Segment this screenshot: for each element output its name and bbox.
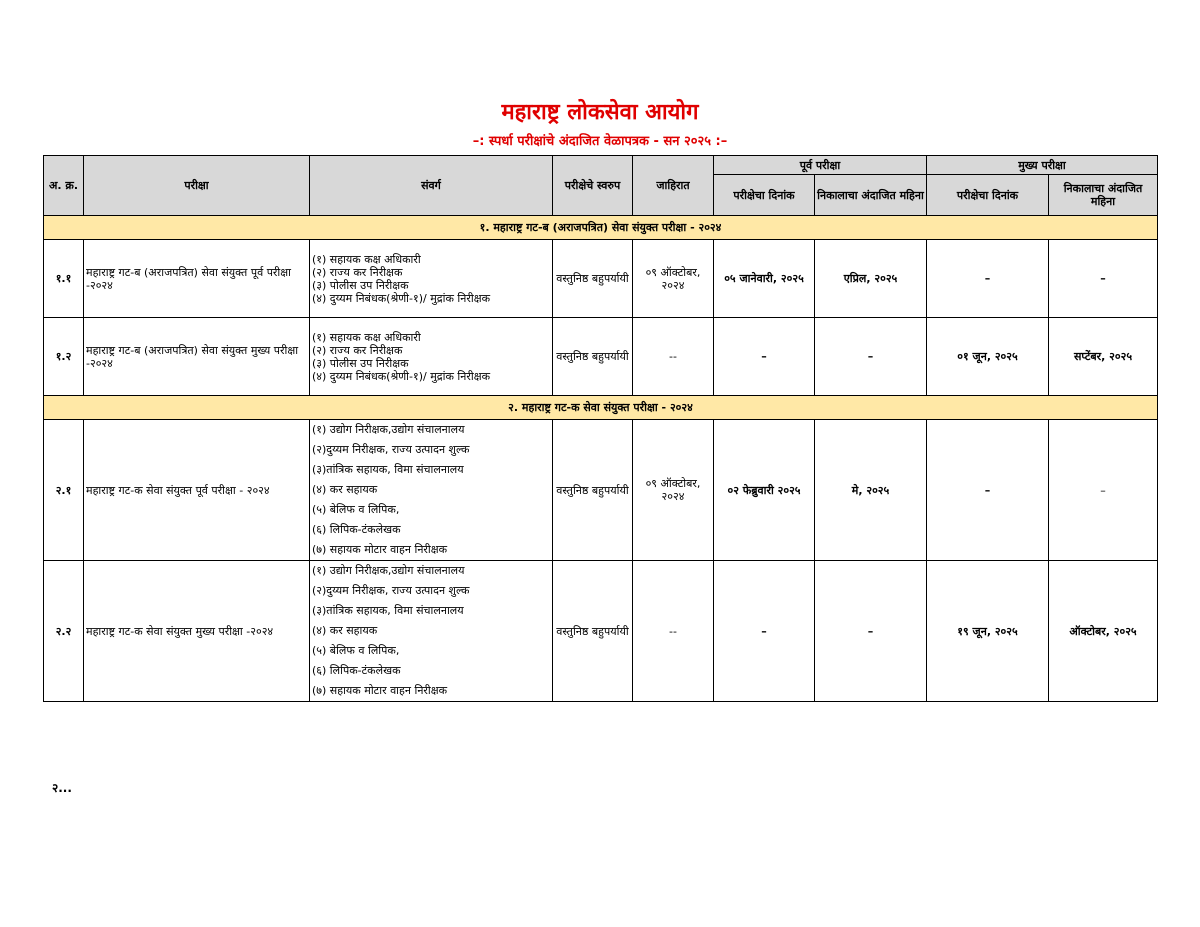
cell-exam: महाराष्ट्र गट-ब (अराजपत्रित) सेवा संयुक्त पूर्व परीक्षा -२०२४ <box>84 240 310 318</box>
header-main-group: मुख्य परीक्षा <box>927 156 1158 175</box>
post-item: (१) उद्योग निरीक्षक,उद्योग संचालनालय <box>312 423 465 436</box>
cell-format: वस्तुनिष्ठ बहुपर्यायी <box>553 240 633 318</box>
post-item: (७) सहायक मोटार वाहन निरीक्षक <box>312 684 448 697</box>
post-item: (४) दुय्यम निबंधक(श्रेणी-१)/ मुद्रांक निरीक्षक <box>312 291 491 305</box>
header-main-date: परीक्षेचा दिनांक <box>927 175 1049 216</box>
cell-prelim-date: ०५ जानेवारी, २०२५ <box>714 240 815 318</box>
header-serial: अ. क्र. <box>44 156 84 216</box>
cell-main-result: सप्टेंबर, २०२५ <box>1049 318 1158 396</box>
cell-posts <box>310 240 553 318</box>
header-format: परीक्षेचे स्वरुप <box>553 156 633 216</box>
post-item: (५) बेलिफ व लिपिक, <box>312 644 400 657</box>
cell-serial: १.२ <box>44 318 84 396</box>
post-item: (४) कर सहायक <box>312 624 378 637</box>
page-continuation-note: २... <box>52 781 72 795</box>
cell-format: वस्तुनिष्ठ बहुपर्यायी <box>553 318 633 396</box>
cell-prelim-date: ०२ फेब्रुवारी २०२५ <box>714 420 815 561</box>
cell-serial: २.१ <box>44 420 84 561</box>
header-prelim-date: परीक्षेचा दिनांक <box>714 175 815 216</box>
post-item: (१) सहायक कक्ष अधिकारी <box>312 252 421 266</box>
post-item: (३)तांत्रिक सहायक, विमा संचालनालय <box>312 463 464 476</box>
cell-advertisement: ०९ ऑक्टोबर, २०२४ <box>633 420 714 561</box>
cell-main-date: १९ जून, २०२५ <box>927 561 1049 702</box>
header-main-result: निकालाचा अंदाजित महिना <box>1049 175 1158 216</box>
post-item: (७) सहायक मोटार वाहन निरीक्षक <box>312 543 448 556</box>
exam-schedule-table <box>43 155 1158 702</box>
table-row <box>44 240 1158 318</box>
cell-exam: महाराष्ट्र गट-ब (अराजपत्रित) सेवा संयुक्त मुख्य परीक्षा -२०२४ <box>84 318 310 396</box>
page-title: महाराष्ट्र लोकसेवा आयोग <box>501 100 699 125</box>
section-header-row <box>44 396 1158 420</box>
post-item: (४) दुय्यम निबंधक(श्रेणी-१)/ मुद्रांक निरीक्षक <box>312 369 491 383</box>
cell-serial: १.१ <box>44 240 84 318</box>
header-cadre: संवर्ग <box>310 156 553 216</box>
post-item: (३) पोलीस उप निरीक्षक <box>312 278 409 292</box>
cell-serial: २.२ <box>44 561 84 702</box>
cell-advertisement: -- <box>633 561 714 702</box>
post-item: (३)तांत्रिक सहायक, विमा संचालनालय <box>312 604 464 617</box>
cell-prelim-date: – <box>714 561 815 702</box>
cell-prelim-result: – <box>815 561 927 702</box>
cell-posts <box>310 318 553 396</box>
post-item: (३) पोलीस उप निरीक्षक <box>312 356 409 370</box>
cell-advertisement: ०९ ऑक्टोबर, २०२४ <box>633 240 714 318</box>
page-subtitle: –: स्पर्धा परीक्षांचे अंदाजित वेळापत्रक - सन २०२५ :– <box>472 134 728 149</box>
header-exam: परीक्षा <box>84 156 310 216</box>
post-item: (१) उद्योग निरीक्षक,उद्योग संचालनालय <box>312 564 465 577</box>
cell-format: वस्तुनिष्ठ बहुपर्यायी <box>553 420 633 561</box>
table-row <box>44 420 1158 561</box>
post-item: (१) सहायक कक्ष अधिकारी <box>312 330 421 344</box>
post-item: (५) बेलिफ व लिपिक, <box>312 503 400 516</box>
post-item: (२) राज्य कर निरीक्षक <box>312 343 403 357</box>
cell-prelim-result: – <box>815 318 927 396</box>
post-item: (६) लिपिक-टंकलेखक <box>312 523 401 536</box>
header-prelim-group: पूर्व परीक्षा <box>714 156 927 175</box>
cell-prelim-result: एप्रिल, २०२५ <box>815 240 927 318</box>
cell-posts <box>310 561 553 702</box>
post-item: (२) राज्य कर निरीक्षक <box>312 265 403 279</box>
cell-main-result: – <box>1049 240 1158 318</box>
post-item: (४) कर सहायक <box>312 483 378 496</box>
cell-main-date: – <box>927 420 1049 561</box>
cell-main-date: – <box>927 240 1049 318</box>
cell-main-result: ऑक्टोबर, २०२५ <box>1049 561 1158 702</box>
section-title: १. महाराष्ट्र गट-ब (अराजपत्रित) सेवा संयुक्त परीक्षा - २०२४ <box>44 216 1158 240</box>
cell-main-date: ०१ जून, २०२५ <box>927 318 1049 396</box>
cell-posts <box>310 420 553 561</box>
section-header-row <box>44 216 1158 240</box>
cell-prelim-result: मे, २०२५ <box>815 420 927 561</box>
cell-exam: महाराष्ट्र गट-क सेवा संयुक्त पूर्व परीक्षा - २०२४ <box>84 420 310 561</box>
header-advertisement: जाहिरात <box>633 156 714 216</box>
cell-advertisement: -- <box>633 318 714 396</box>
post-item: (६) लिपिक-टंकलेखक <box>312 664 401 677</box>
cell-prelim-date: – <box>714 318 815 396</box>
cell-format: वस्तुनिष्ठ बहुपर्यायी <box>553 561 633 702</box>
header-prelim-result: निकालाचा अंदाजित महिना <box>815 175 927 216</box>
post-item: (२)दुय्यम निरीक्षक, राज्य उत्पादन शुल्क <box>312 443 470 456</box>
table-row <box>44 561 1158 702</box>
cell-exam: महाराष्ट्र गट-क सेवा संयुक्त मुख्य परीक्षा -२०२४ <box>84 561 310 702</box>
post-item: (२)दुय्यम निरीक्षक, राज्य उत्पादन शुल्क <box>312 584 470 597</box>
table-row <box>44 318 1158 396</box>
cell-main-result: – <box>1049 420 1158 561</box>
section-title: २. महाराष्ट्र गट-क सेवा संयुक्त परीक्षा - २०२४ <box>44 396 1158 420</box>
